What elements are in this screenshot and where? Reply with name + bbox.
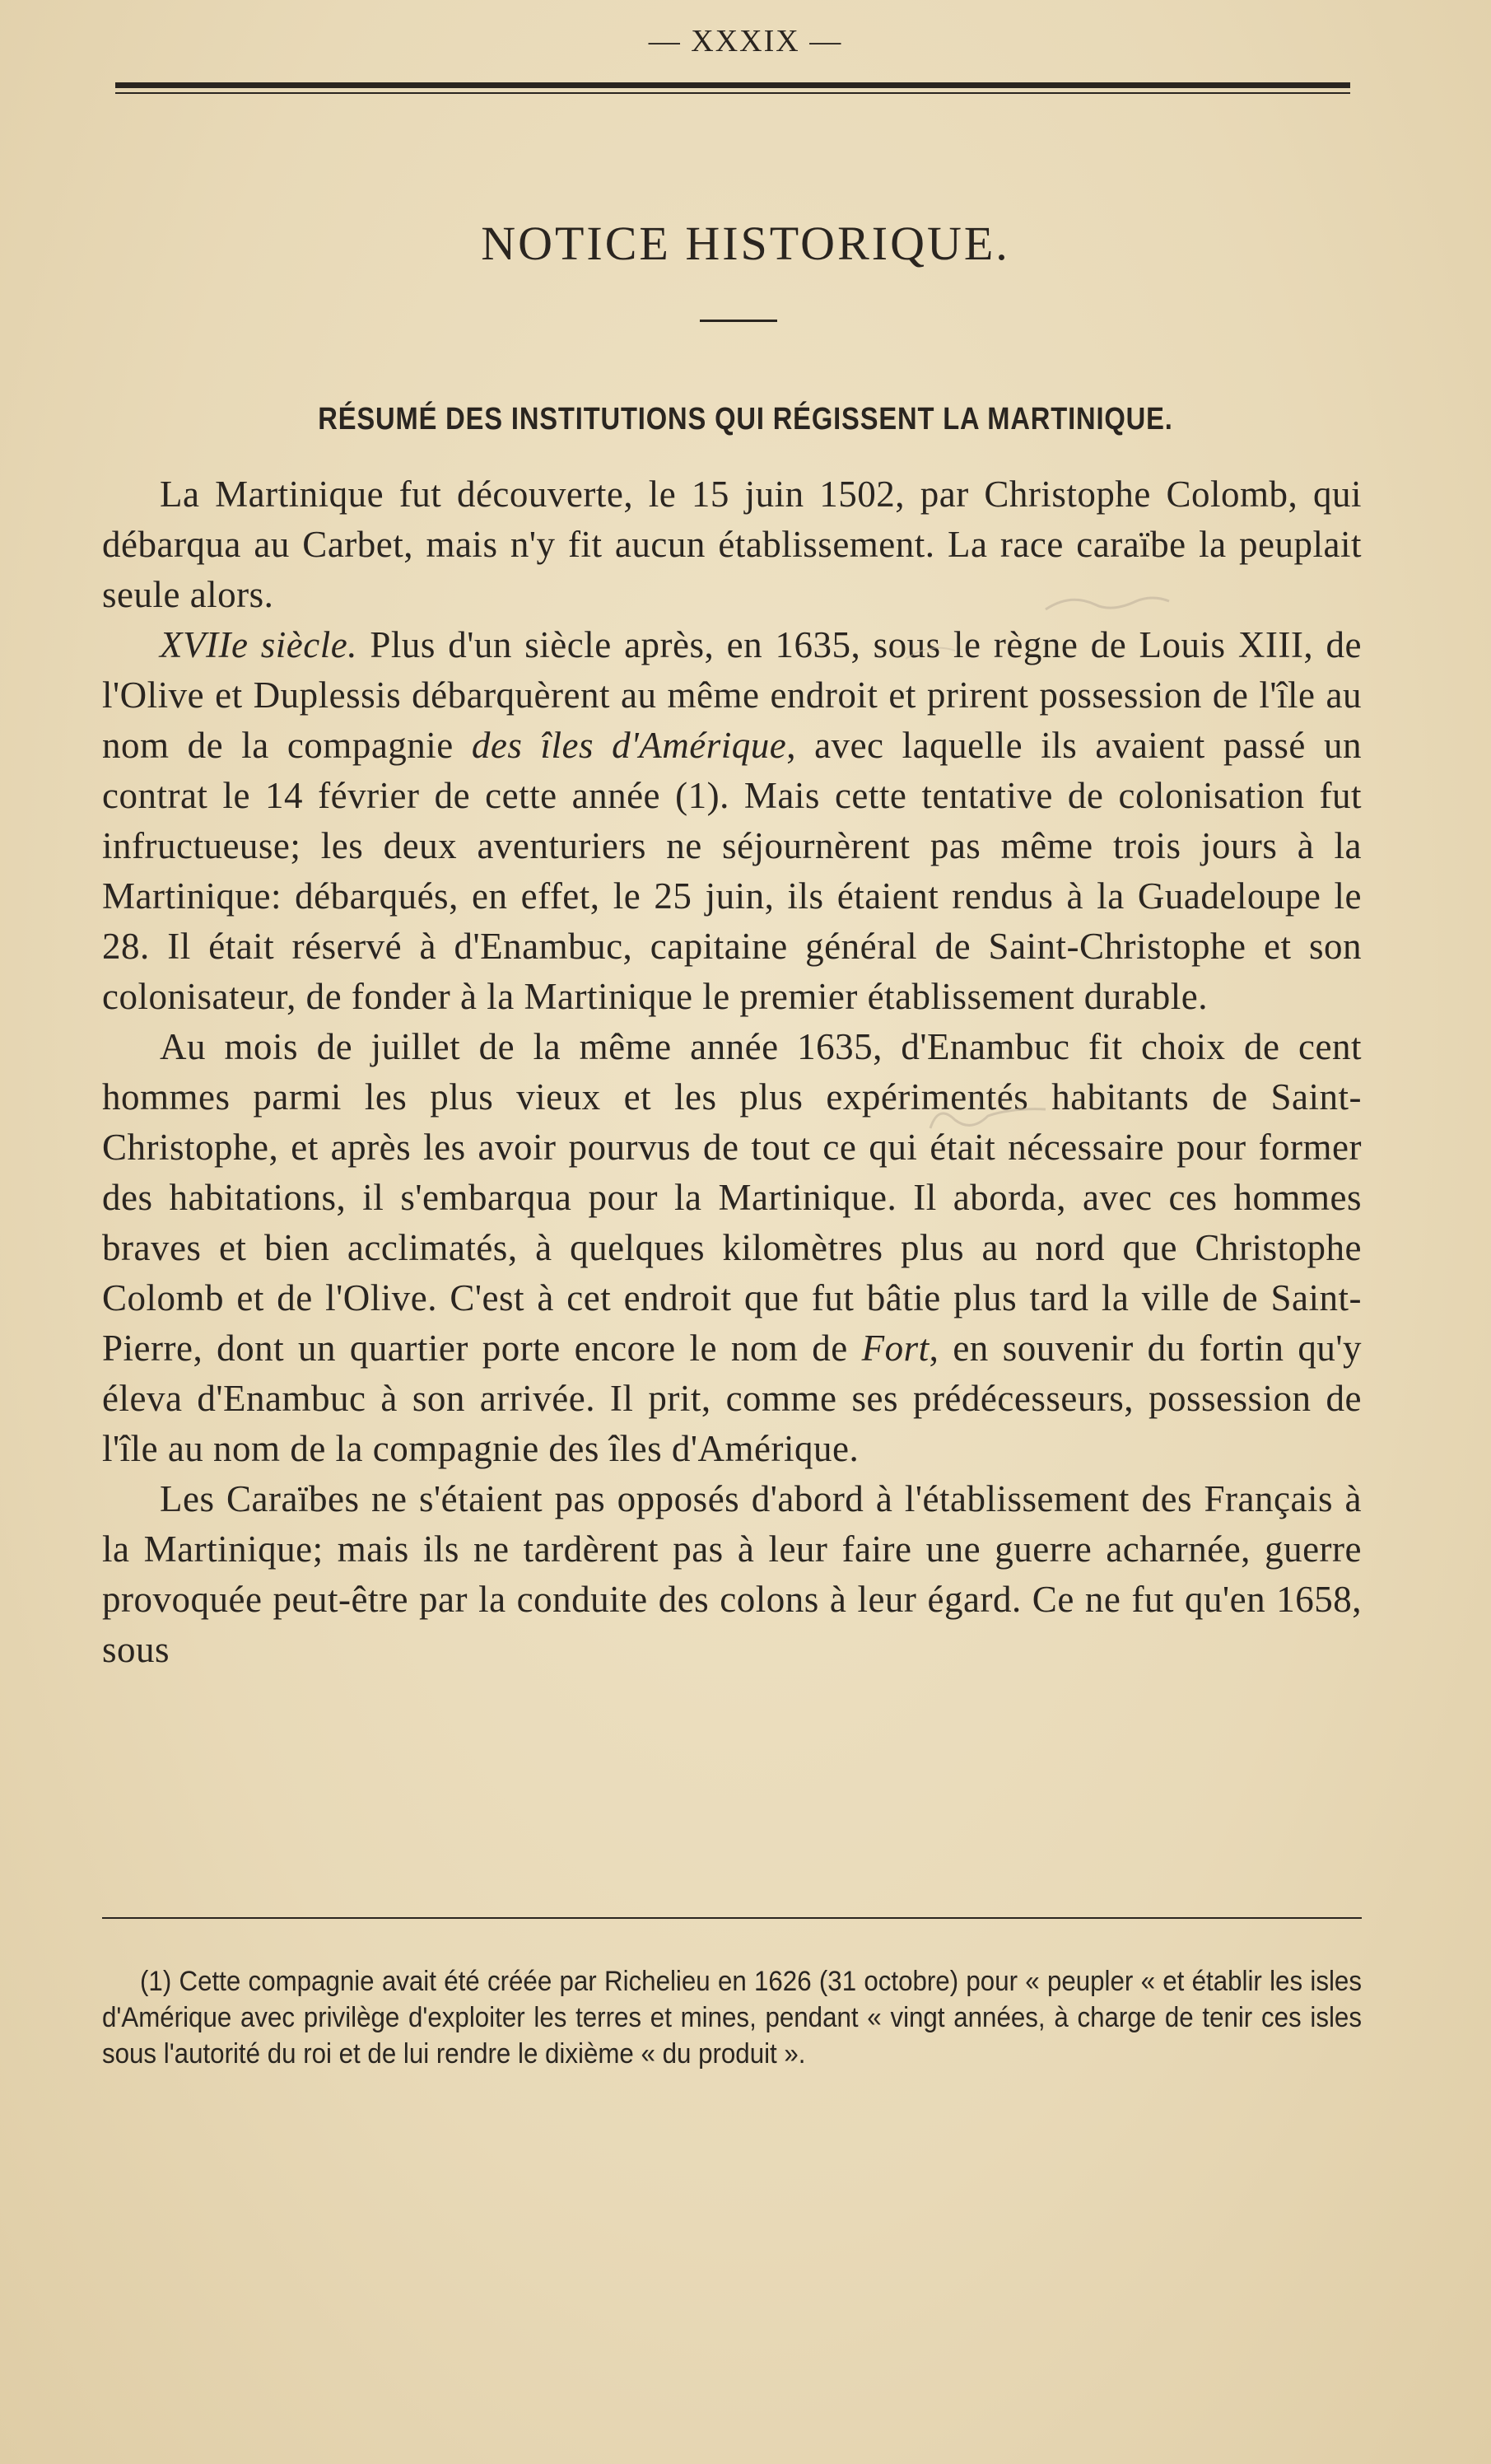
paragraph-1: La Martinique fut découverte, le 15 juin 1502, par Christophe Colomb, qui débarqua au Carbet, mais n'y fit aucun établissement. La race caraïbe la peuplait seule alors. <box>102 474 1362 615</box>
paragraph-3-text-b: , en souvenir du fortin qu'y éleva d'Enambuc à son arrivée. Il prit, comme ses prédécesseurs, possession de l'île au nom de la compagnie des îles d'Amérique. <box>102 1328 1363 1469</box>
paragraph-2-lead: XVIIe siècle. <box>160 624 357 665</box>
title-rule <box>700 320 777 322</box>
paragraph-3-italic: Fort <box>861 1328 930 1369</box>
header-rule-thin <box>115 92 1350 94</box>
footnote-rule <box>102 1917 1362 1919</box>
paragraph-4: Les Caraïbes ne s'étaient pas opposés d'abord à l'établissement des Français à la Martinique; mais ils ne tardèrent pas à leur faire une guerre acharnée, guerre provoquée peut-être par la conduite des colons à leur égard. Ce ne fut qu'en 1658, sous <box>102 1478 1362 1670</box>
paragraph-2 <box>102 620 1362 1022</box>
paragraph-3 <box>102 1022 1362 1474</box>
paragraph-2-text-b: , avec laquelle ils avaient passé un contrat le 14 février de cette année (1). Mais cette tentative de colonisation fut infructueuse; les deux aventuriers ne séjournèrent pas même trois jours à la Martinique: débarqués, en effet, le 25 juin, ils étaient rendus à la Guadeloupe le 28. Il était réservé à d'Enambuc, capitaine général de Saint-Christophe et son colonisateur, de fonder à la Martinique le premier établissement durable. <box>102 725 1363 1017</box>
body-text <box>102 469 1362 1675</box>
running-head: — XXXIX — <box>648 24 843 58</box>
footnote: (1) Cette compagnie avait été créée par Richelieu en 1626 (31 octobre) pour « peupler « et établir les isles d'Amérique avec privilège d'exploiter les terres et mines, pendant « vingt années, à charge de tenir ces isles sous l'autorité du roi et de lui rendre le dixième « du produit ». <box>102 1966 1362 2070</box>
section-subtitle: RÉSUMÉ DES INSTITUTIONS QUI RÉGISSENT LA MARTINIQUE. <box>318 402 1173 436</box>
paragraph-2-text-a: Plus d'un siècle après, en 1635, sous le règne de Louis XIII, de l'Olive et Duplessis débarquèrent au même endroit et prirent possession de l'île au nom de la compagnie <box>102 624 1362 766</box>
page-title: NOTICE HISTORIQUE. <box>481 217 1010 270</box>
header-rule <box>115 82 1350 88</box>
paragraph-2-italic: des îles d'Amérique <box>471 725 787 766</box>
paragraph-3-text-a: Au mois de juillet de la même année 1635, d'Enambuc fit choix de cent hommes parmi les plus vieux et les plus expérimentés habitants de Saint-Christophe, et après les avoir pourvus de tout ce qui était nécessaire pour former des habitations, il s'embarqua pour la Martinique. Il aborda, avec ces hommes braves et bien acclimatés, à quelques kilomètres plus au nord que Christophe Colomb et de l'Olive. C'est à cet endroit que fut bâtie plus tard la ville de Saint-Pierre, dont un quartier porte encore le nom de <box>102 1026 1362 1369</box>
